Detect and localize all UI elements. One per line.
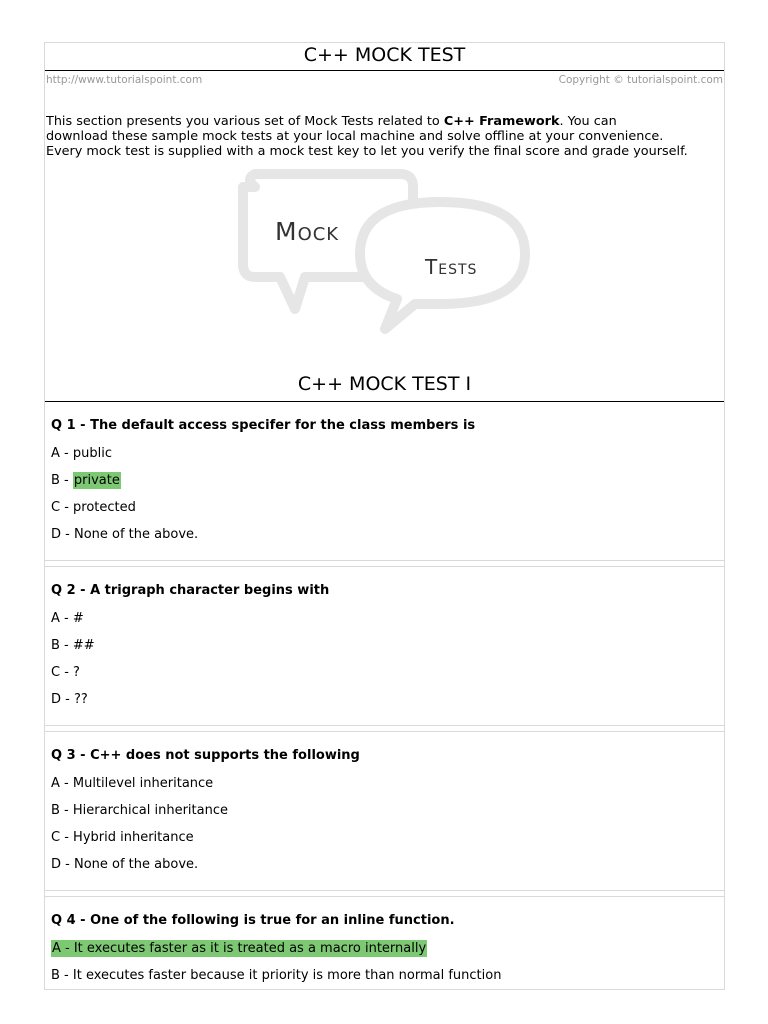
section-title: C++ MOCK TEST I xyxy=(45,371,724,402)
question-block xyxy=(45,733,724,891)
answer-option: A - public xyxy=(51,446,112,461)
answer-option: D - ?? xyxy=(51,692,88,707)
mock-tests-logo xyxy=(235,169,535,344)
answer-option: A - # xyxy=(51,611,84,626)
page-title: C++ MOCK TEST xyxy=(45,43,724,71)
answer-option: C - ? xyxy=(51,665,80,680)
answer-option: D - None of the above. xyxy=(51,857,199,872)
answer-option: A - Multilevel inheritance xyxy=(51,776,214,791)
question-text: Q 4 - One of the following is true for an inline function. xyxy=(51,913,455,928)
answer-option: B - Hierarchical inheritance xyxy=(51,803,228,818)
intro-line-3: Every mock test is supplied with a mock test key to let you verify the final score and grade yourself. xyxy=(46,144,688,159)
site-url-link[interactable]: http://www.tutorialspoint.com xyxy=(46,74,203,86)
answer-option: B - ## xyxy=(51,638,95,653)
question-text: Q 2 - A trigraph character begins with xyxy=(51,583,330,598)
document-page xyxy=(44,42,725,990)
question-divider xyxy=(45,726,724,732)
correct-answer-highlight: A - It executes faster as it is treated as a macro internally xyxy=(52,941,427,956)
question-block xyxy=(45,568,724,726)
answer-option: C - Hybrid inheritance xyxy=(51,830,194,845)
question-block xyxy=(45,898,724,988)
intro-line-1: This section presents you various set of Mock Tests related to C++ Framework. You can xyxy=(46,114,617,129)
question-divider xyxy=(45,561,724,567)
intro-line-2: download these sample mock tests at your local machine and solve offline at your convenience. xyxy=(46,129,664,144)
answer-option: B - It executes faster because it priority is more than normal function xyxy=(51,968,502,983)
site-info-row xyxy=(45,74,724,88)
answer-option: D - None of the above. xyxy=(51,527,199,542)
copyright-text: Copyright © tutorialspoint.com xyxy=(558,74,723,86)
intro-paragraph xyxy=(46,114,724,159)
question-text: Q 1 - The default access specifer for the class members is xyxy=(51,418,476,433)
question-divider xyxy=(45,891,724,897)
answer-option-correct: B - private xyxy=(51,473,120,488)
speech-bubbles-icon xyxy=(235,169,535,344)
answer-option: C - protected xyxy=(51,500,136,515)
logo-tests-text: Tests xyxy=(425,255,478,279)
answer-option-correct xyxy=(51,941,427,956)
correct-answer-highlight: private xyxy=(73,473,120,488)
logo-mock-text: Mock xyxy=(275,217,340,246)
intro-bold-term: C++ Framework xyxy=(443,114,560,129)
question-text: Q 3 - C++ does not supports the following xyxy=(51,748,360,763)
question-block xyxy=(45,403,724,561)
